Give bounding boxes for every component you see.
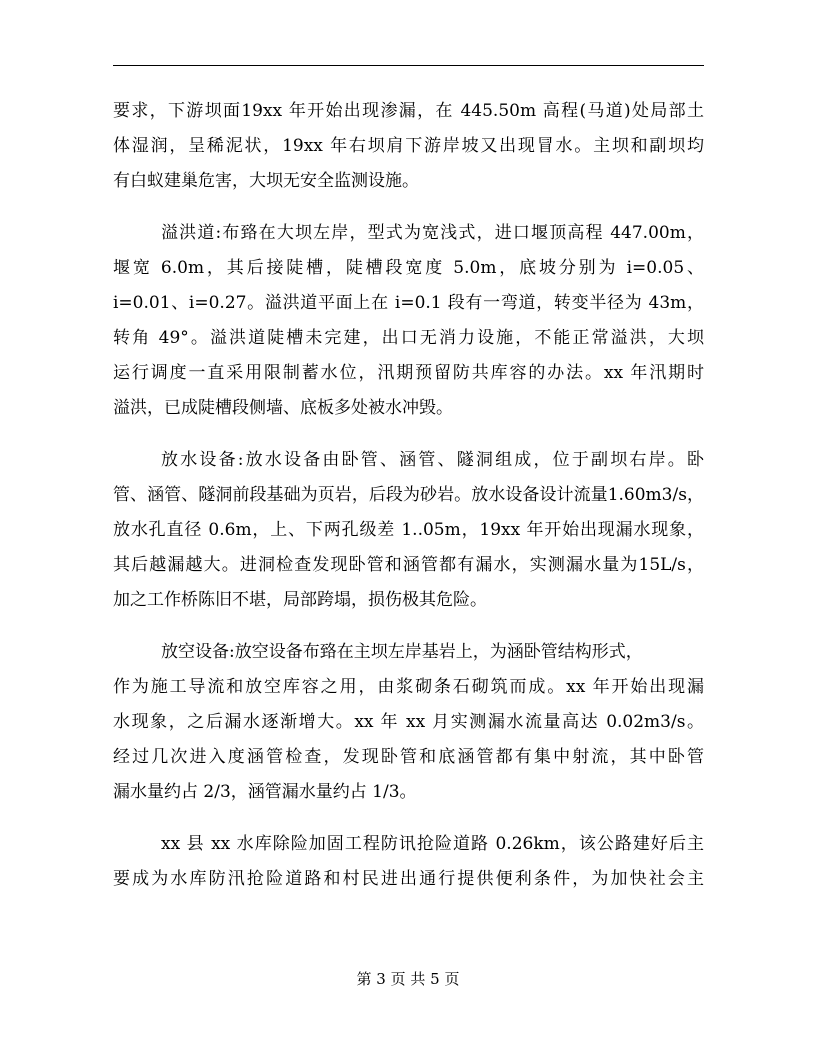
text-line: 放空设备:放空设备布臵在主坝左岸基岩上，为涵卧管结构形式， (161, 642, 643, 662)
text-line: 漏水量约占 2/3，涵管漏水量约占 1/3。 (113, 782, 417, 802)
text-line: 溢洪道:布臵在大坝左岸，型式为宽浅式，进口堰顶高程 447.00m， (161, 223, 704, 243)
text-line: 水现象，之后漏水逐渐增大。xx 年 xx 月实测漏水流量高达 0.02m3/s。 (113, 712, 704, 732)
text-line: 管、涵管、隧洞前段基础为页岩，后段为砂岩。放水设备设计流量1.60m3/s， (113, 485, 704, 505)
body-text (113, 94, 704, 914)
text-line: 溢洪，已成陡槽段侧墙、底板多处被水冲毁。 (113, 398, 453, 418)
paragraph-dam-leakage (113, 94, 704, 199)
text-line: i=0.01、i=0.27。溢洪道平面上在 i=0.1 段有一弯道，转变半径为 43m， (113, 293, 704, 313)
text-line: 体湿润，呈稀泥状，19xx 年右坝肩下游岸坡又出现冒水。主坝和副坝均 (113, 136, 704, 156)
text-line: 堰宽 6.0m，其后接陡槽，陡槽段宽度 5.0m，底坡分别为 i=0.05、 (113, 258, 704, 278)
text-line: 转角 49°。溢洪道陡槽未完建，出口无消力设施，不能正常溢洪，大坝 (113, 328, 704, 348)
text-line: 运行调度一直采用限制蓄水位，汛期预留防共库容的办法。xx 年汛期时 (113, 363, 704, 383)
paragraph-outlet-works (113, 443, 704, 618)
paragraph-emptying-works (113, 635, 704, 810)
text-line: 放水孔直径 0.6m，上、下两孔级差 1..05m，19xx 年开始出现漏水现象， (113, 520, 704, 540)
text-line: 加之工作桥陈旧不堪，局部跨塌，损伤极其危险。 (113, 590, 487, 610)
text-line: 作为施工导流和放空库容之用，由浆砌条石砌筑而成。xx 年开始出现漏 (113, 677, 704, 697)
header-rule (113, 65, 704, 66)
text-line: 经过几次进入度涵管检查，发现卧管和底涵管都有集中射流，其中卧管 (113, 747, 704, 767)
text-line: 放水设备:放水设备由卧管、涵管、隧洞组成，位于副坝右岸。卧 (161, 450, 704, 470)
paragraph-spillway (113, 216, 704, 426)
text-line: 要求，下游坝面19xx 年开始出现渗漏，在 445.50m 高程(马道)处局部土 (113, 101, 704, 121)
text-line: 有白蚁建巢危害，大坝无安全监测设施。 (113, 171, 419, 191)
text-line: xx 县 xx 水库除险加固工程防讯抢险道路 0.26km，该公路建好后主 (161, 834, 704, 854)
paragraph-flood-road (113, 827, 704, 897)
page-number-footer: 第 3 页 共 5 页 (356, 970, 460, 988)
text-line: 其后越漏越大。进洞检查发现卧管和涵管都有漏水，实测漏水量为15L/s， (113, 555, 704, 575)
text-line: 要成为水库防汛抢险道路和村民进出通行提供便利条件，为加快社会主 (113, 869, 704, 889)
